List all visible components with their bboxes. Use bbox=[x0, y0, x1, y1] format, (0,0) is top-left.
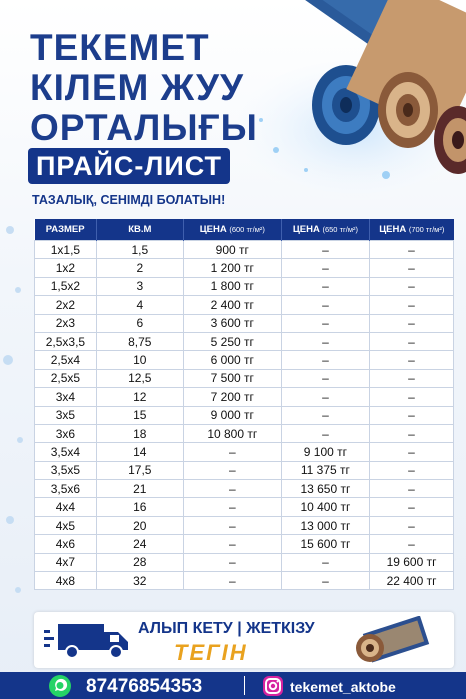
table-row bbox=[35, 553, 454, 571]
cell-size: 3,5х4 bbox=[35, 443, 97, 461]
cell-price-700: – bbox=[370, 498, 454, 516]
table-row bbox=[35, 424, 454, 442]
cell-sqm: 16 bbox=[96, 498, 183, 516]
table-row bbox=[35, 443, 454, 461]
title-line-1: ТЕКЕМЕТ bbox=[30, 27, 210, 68]
cell-sqm: 12 bbox=[96, 388, 183, 406]
cell-price-700: 19 600 тг bbox=[370, 553, 454, 571]
price-list-badge: ПРАЙС-ЛИСТ bbox=[28, 148, 230, 184]
cell-sqm: 32 bbox=[96, 572, 183, 590]
cell-price-650: 15 600 тг bbox=[281, 535, 369, 553]
cell-size: 3х6 bbox=[35, 424, 97, 442]
truck-icon bbox=[44, 620, 132, 660]
cell-sqm: 21 bbox=[96, 480, 183, 498]
cell-price-600: 5 250 тг bbox=[183, 332, 281, 350]
cell-price-650: – bbox=[281, 259, 369, 277]
contact-divider bbox=[244, 676, 245, 695]
price-table bbox=[34, 219, 454, 590]
page-title bbox=[30, 28, 258, 148]
cell-sqm: 18 bbox=[96, 424, 183, 442]
table-row bbox=[35, 277, 454, 295]
cell-price-600: – bbox=[183, 516, 281, 534]
cell-size: 4х5 bbox=[35, 516, 97, 534]
cell-price-700: – bbox=[370, 480, 454, 498]
header-price-600: ЦЕНА (600 тг/м²) bbox=[183, 219, 281, 241]
cell-price-650: – bbox=[281, 296, 369, 314]
cell-price-600: – bbox=[183, 461, 281, 479]
cell-sqm: 1,5 bbox=[96, 241, 183, 259]
cell-size: 4х7 bbox=[35, 553, 97, 571]
title-line-2: КІЛЕМ ЖУУ bbox=[30, 67, 244, 108]
carpet-rolls-image bbox=[236, 0, 466, 200]
cell-sqm: 28 bbox=[96, 553, 183, 571]
cell-price-650: – bbox=[281, 351, 369, 369]
delivery-text: АЛЫП КЕТУ | ЖЕТКІЗУ bbox=[138, 620, 315, 637]
cell-price-600: 7 200 тг bbox=[183, 388, 281, 406]
cell-size: 2,5х3,5 bbox=[35, 332, 97, 350]
table-row bbox=[35, 241, 454, 259]
cell-price-600: 2 400 тг bbox=[183, 296, 281, 314]
cell-price-650: 13 000 тг bbox=[281, 516, 369, 534]
cell-price-600: 9 000 тг bbox=[183, 406, 281, 424]
cell-size: 3,5х5 bbox=[35, 461, 97, 479]
cell-sqm: 4 bbox=[96, 296, 183, 314]
cell-price-600: 3 600 тг bbox=[183, 314, 281, 332]
cell-price-600: 900 тг bbox=[183, 241, 281, 259]
cell-price-700: – bbox=[370, 314, 454, 332]
table-row bbox=[35, 406, 454, 424]
table-row bbox=[35, 461, 454, 479]
table-body bbox=[35, 241, 454, 590]
cell-size: 2х3 bbox=[35, 314, 97, 332]
cell-sqm: 17,5 bbox=[96, 461, 183, 479]
cell-price-700: – bbox=[370, 351, 454, 369]
cell-price-650: – bbox=[281, 424, 369, 442]
cell-price-650: – bbox=[281, 241, 369, 259]
table-row bbox=[35, 369, 454, 387]
cell-price-600: 1 200 тг bbox=[183, 259, 281, 277]
cell-sqm: 8,75 bbox=[96, 332, 183, 350]
cell-size: 4х6 bbox=[35, 535, 97, 553]
cell-price-700: – bbox=[370, 277, 454, 295]
title-line-3: ОРТАЛЫҒЫ bbox=[30, 107, 258, 148]
table-row bbox=[35, 498, 454, 516]
cell-price-600: 10 800 тг bbox=[183, 424, 281, 442]
cell-price-600: – bbox=[183, 572, 281, 590]
cell-price-700: – bbox=[370, 443, 454, 461]
cell-price-600: 1 800 тг bbox=[183, 277, 281, 295]
table-row bbox=[35, 572, 454, 590]
cell-size: 2,5х4 bbox=[35, 351, 97, 369]
cell-price-650: – bbox=[281, 314, 369, 332]
cell-price-700: – bbox=[370, 388, 454, 406]
cell-price-700: – bbox=[370, 424, 454, 442]
cell-price-650: 11 375 тг bbox=[281, 461, 369, 479]
cell-size: 4х4 bbox=[35, 498, 97, 516]
cell-price-650: – bbox=[281, 388, 369, 406]
header-size: РАЗМЕР bbox=[35, 219, 97, 241]
cell-size: 1х2 bbox=[35, 259, 97, 277]
cell-price-700: – bbox=[370, 259, 454, 277]
cell-price-600: – bbox=[183, 553, 281, 571]
cell-price-650: 9 100 тг bbox=[281, 443, 369, 461]
table-row bbox=[35, 332, 454, 350]
cell-price-650: – bbox=[281, 406, 369, 424]
whatsapp-icon bbox=[48, 674, 72, 698]
cell-price-600: – bbox=[183, 443, 281, 461]
water-splash-decoration bbox=[0, 200, 30, 620]
table-header-row bbox=[35, 219, 454, 241]
cell-price-600: – bbox=[183, 480, 281, 498]
cell-size: 1х1,5 bbox=[35, 241, 97, 259]
header-price-700: ЦЕНА (700 тг/м²) bbox=[370, 219, 454, 241]
cell-sqm: 6 bbox=[96, 314, 183, 332]
cell-sqm: 3 bbox=[96, 277, 183, 295]
cell-price-700: – bbox=[370, 406, 454, 424]
header-sqm: КВ.М bbox=[96, 219, 183, 241]
cell-size: 3х4 bbox=[35, 388, 97, 406]
cell-price-700: – bbox=[370, 369, 454, 387]
cell-price-650: – bbox=[281, 277, 369, 295]
cell-price-650: – bbox=[281, 553, 369, 571]
table-row bbox=[35, 516, 454, 534]
cell-size: 3х5 bbox=[35, 406, 97, 424]
phone-number[interactable]: 87476854353 bbox=[86, 676, 203, 697]
free-label: ТЕГІН bbox=[174, 640, 248, 665]
cell-size: 4х8 bbox=[35, 572, 97, 590]
cell-sqm: 14 bbox=[96, 443, 183, 461]
cell-price-700: – bbox=[370, 241, 454, 259]
cell-sqm: 15 bbox=[96, 406, 183, 424]
cell-price-700: – bbox=[370, 296, 454, 314]
cell-price-700: – bbox=[370, 332, 454, 350]
cell-size: 3,5х6 bbox=[35, 480, 97, 498]
cell-price-700: – bbox=[370, 535, 454, 553]
cell-price-650: – bbox=[281, 332, 369, 350]
table-row bbox=[35, 259, 454, 277]
table-row bbox=[35, 351, 454, 369]
delivery-banner bbox=[34, 612, 454, 668]
cell-price-650: 10 400 тг bbox=[281, 498, 369, 516]
cell-price-700: – bbox=[370, 516, 454, 534]
table-row bbox=[35, 480, 454, 498]
cell-price-600: 6 000 тг bbox=[183, 351, 281, 369]
cell-price-700: 22 400 тг bbox=[370, 572, 454, 590]
header-price-650: ЦЕНА (650 тг/м²) bbox=[281, 219, 369, 241]
cell-price-650: 13 650 тг bbox=[281, 480, 369, 498]
cell-price-700: – bbox=[370, 461, 454, 479]
cell-price-650: – bbox=[281, 369, 369, 387]
instagram-icon bbox=[262, 675, 284, 697]
cell-sqm: 2 bbox=[96, 259, 183, 277]
cell-price-600: – bbox=[183, 498, 281, 516]
table-row bbox=[35, 388, 454, 406]
table-row bbox=[35, 314, 454, 332]
cell-sqm: 12,5 bbox=[96, 369, 183, 387]
carpet-roll-icon bbox=[352, 616, 436, 664]
table-row bbox=[35, 296, 454, 314]
cell-sqm: 10 bbox=[96, 351, 183, 369]
cell-price-650: – bbox=[281, 572, 369, 590]
cell-sqm: 24 bbox=[96, 535, 183, 553]
cell-size: 1,5х2 bbox=[35, 277, 97, 295]
cell-price-600: 7 500 тг bbox=[183, 369, 281, 387]
instagram-handle[interactable]: tekemet_aktobe bbox=[290, 679, 396, 695]
cell-size: 2х2 bbox=[35, 296, 97, 314]
cell-price-600: – bbox=[183, 535, 281, 553]
cell-size: 2,5х5 bbox=[35, 369, 97, 387]
tagline: ТАЗАЛЫҚ, СЕНІМДІ БОЛАТЫН! bbox=[32, 193, 226, 207]
cell-sqm: 20 bbox=[96, 516, 183, 534]
table-row bbox=[35, 535, 454, 553]
